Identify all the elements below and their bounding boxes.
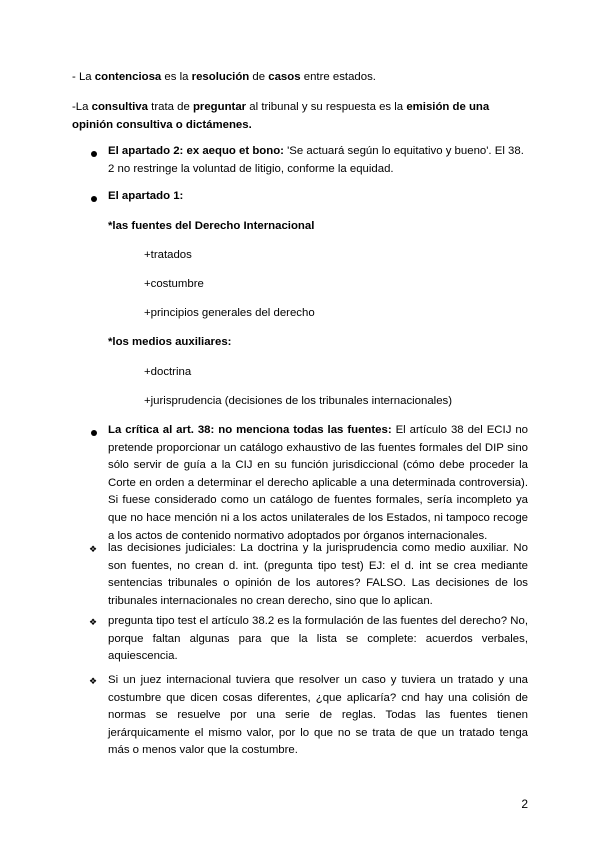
text: entre estados. [300,71,376,83]
bullet-icon [91,430,97,436]
bold-term: consultiva [91,101,148,113]
paragraph-consultiva [72,99,532,134]
list-item: +costumbre [144,278,204,290]
fuentes-heading: *las fuentes del Derecho Internacional [108,220,315,232]
text: - La [72,71,95,83]
text: al tribunal y su respuesta es la [246,101,407,113]
text: es la [161,71,192,83]
item-pregunta-tipo-test: pregunta tipo test el artículo 38.2 es la formulación de las fuentes del derecho? No, porque faltan algunas para que la lista se complete: acuerdos verbales, aquiescencia. [108,615,528,663]
bold-term: El apartado 2: ex aequo et bono: [108,145,284,157]
bold-term: casos [268,71,301,83]
bullet-icon [91,196,97,202]
bold-term: preguntar [192,101,247,113]
bullet-apartado-2 [108,143,532,178]
diamond-bullet-icon: ❖ [89,617,98,627]
list-item: +jurisprudencia (decisiones de los tribunales internacionales) [144,395,453,407]
bold-term: La crítica al art. 38: no menciona todas las fuentes: [108,424,392,436]
page-number: 2 [521,797,528,811]
diamond-bullet-icon: ❖ [89,544,98,554]
list-item: +principios generales del derecho [144,307,315,319]
bold-term: contenciosa [94,71,162,83]
bold-term: emisión de una opinión consultiva o dictámenes. [72,101,490,131]
diamond-bullet-icon: ❖ [89,676,98,686]
bold-term: resolución [191,71,250,83]
item-decisiones-judiciales: las decisiones judiciales: La doctrina y la jurisprudencia como medio auxiliar. No son fuentes, no crean d. int. (pregunta tipo test) EJ: el d. int se crea mediante sentencias tribunales o opinión de los autores? FALSO. Las decisiones de los tribunales internacionales no crean derecho, sino que lo aplican. [108,542,528,607]
text: El artículo 38 del ECIJ no pretende proporcionar un catálogo exhaustivo de las fuentes formales del DIP sino sólo servir de guía a la CIJ en su función jurisdiccional (cómo debe proceder la Corte en orden a determinar el derecho aplicable a una determinada controversia). Si fuese considerado como un catálogo de fuentes formales, sería incompleto ya que no hace mención ni a los actos unilaterales de los Estados, ni tampoco recoge a los actos de contenido normativo adoptados por órganos internacionales. [108,424,529,542]
list-item: +doctrina [144,366,192,378]
list-item: +tratados [144,249,192,261]
text: de [249,71,269,83]
bullet-icon [91,151,97,157]
text: -La [72,101,92,113]
auxiliares-heading: *los medios auxiliares: [108,336,232,348]
paragraph-contenciosa [72,69,532,87]
text: trata de [147,101,193,113]
bullet-apartado-1: El apartado 1: [108,190,184,202]
text: 'Se actuará según lo equitativo y bueno'. El 38. 2 no restringe la voluntad de litigio, conforme la equidad. [108,145,524,175]
item-juez-internacional: Si un juez internacional tuviera que resolver un caso y tuviera un tratado y una costumbre que dicen cosas diferentes, ¿que aplicaría? cnd hay una colisión de normas se resuelve por una serie de reglas. Todas las fuentes tienen jerárquicamente el mismo valor, por lo que no se trata de que un tratado tenga más o menos valor que la costumbre. [108,674,528,757]
bullet-critica-art38 [108,422,528,545]
